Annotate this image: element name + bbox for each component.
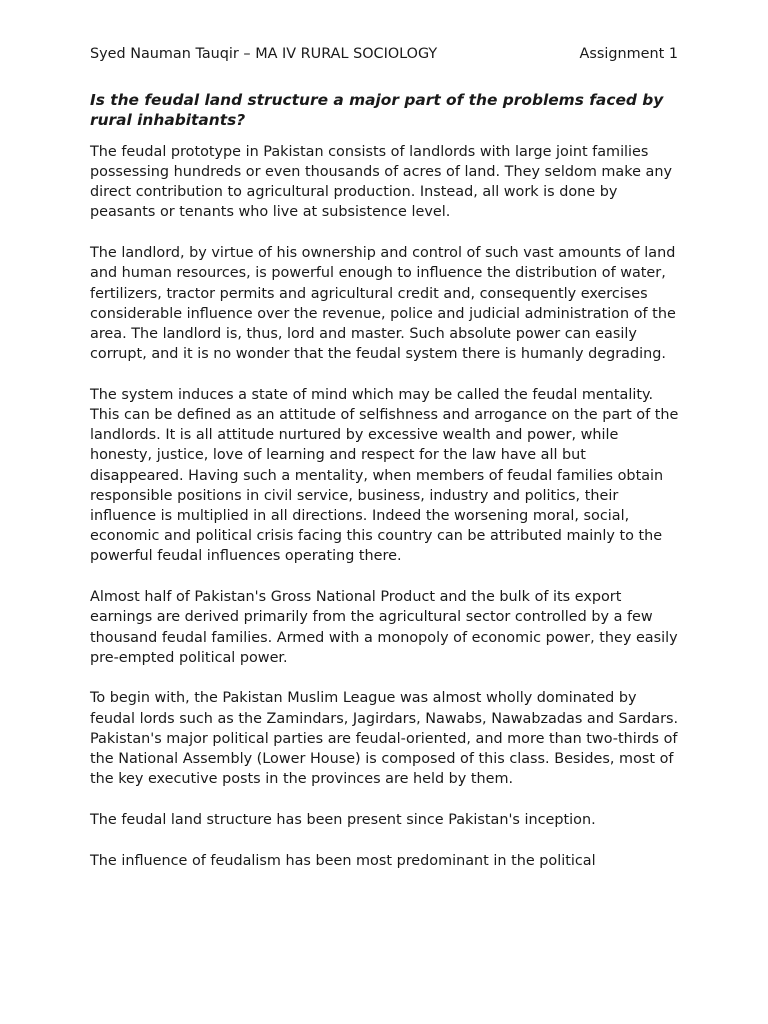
paragraph: To begin with, the Pakistan Muslim League was almost wholly dominated by feudal lords such as the Zamindars, Jagirdars, Nawabs, Nawabzadas and Sardars. Pakistan's major political parties are feudal-oriented, and more than two-thirds of the National Assembly (Lower House) is composed of this class. Besides, most of the key executive posts in the provinces are held by them. <box>90 690 679 788</box>
document-body <box>90 90 680 891</box>
paragraph: The system induces a state of mind which may be called the feudal mentality. This can be defined as an attitude of selfishness and arrogance on the part of the landlords. It is all attitude nurtured by excessive wealth and power, while honesty, justice, love of learning and respect for the law have all but disappeared. Having such a mentality, when members of feudal families obtain responsible positions in civil service, business, industry and politics, their influence is multiplied in all directions. Indeed the worsening moral, social, economic and political crisis facing this country can be attributed mainly to the powerful feudal influences operating there. <box>90 386 679 565</box>
header-assignment: Assignment 1 <box>579 46 678 62</box>
paragraph: The feudal prototype in Pakistan consists of landlords with large joint families possessing hundreds or even thousands of acres of land. They seldom make any direct contribution to agricultural production. Instead, all work is done by peasants or tenants who live at subsistence level. <box>90 143 672 221</box>
paragraph: The influence of feudalism has been most predominant in the political <box>90 852 596 869</box>
paragraph: The landlord, by virtue of his ownership and control of such vast amounts of land and human resources, is powerful enough to influence the distribution of water, fertilizers, tractor permits and agricultural credit and, consequently exercises considerable influence over the revenue, police and judicial administration of the area. The landlord is, thus, lord and master. Such absolute power can easily corrupt, and it is no wonder that the feudal system there is humanly degrading. <box>90 245 676 363</box>
header-author-course: Syed Nauman Tauqir – MA IV RURAL SOCIOLOGY <box>90 46 438 62</box>
paragraph: The feudal land structure has been present since Pakistan's inception. <box>90 812 596 828</box>
question-heading: Is the feudal land structure a major part of the problems faced by rural inhabitants? <box>90 91 664 130</box>
paragraph: Almost half of Pakistan's Gross National Product and the bulk of its export earnings are derived primarily from the agricultural sector controlled by a few thousand feudal families. Armed with a monopoly of economic power, they easily pre-empted political power. <box>90 589 678 666</box>
